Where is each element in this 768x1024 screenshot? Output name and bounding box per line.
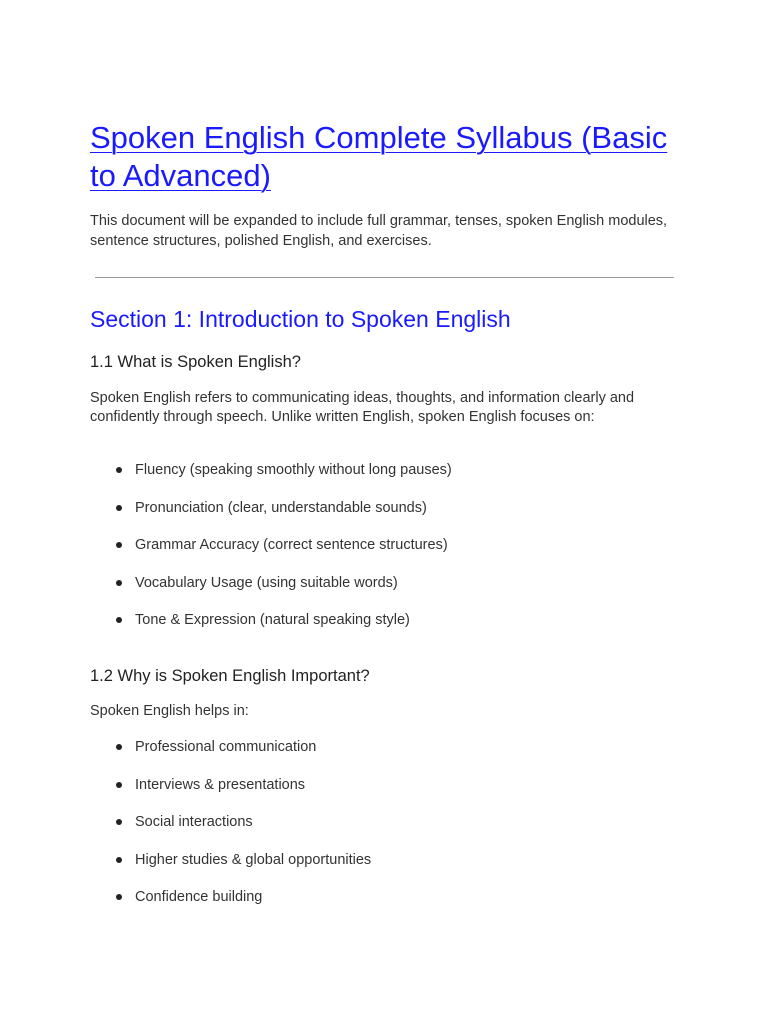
list-item <box>90 811 680 849</box>
list-item <box>90 534 680 572</box>
section-1-heading: Section 1: Introduction to Spoken English <box>90 306 511 332</box>
list-item-text: Vocabulary Usage (using suitable words) <box>135 574 398 591</box>
list-item <box>90 609 680 647</box>
bullet-icon <box>116 857 122 863</box>
list-item-text: Tone & Expression (natural speaking style) <box>135 612 410 628</box>
list-item-text: Pronunciation (clear, understandable sounds) <box>135 499 427 516</box>
list-item <box>90 774 680 812</box>
intro-paragraph: This document will be expanded to include full grammar, tenses, spoken English modules, sentence structures, polished English, and exercises. <box>90 213 668 249</box>
bullet-icon <box>116 819 122 825</box>
list-item <box>90 459 680 497</box>
bullet-icon <box>116 467 122 473</box>
list-item <box>90 886 680 924</box>
bullet-icon <box>116 505 122 511</box>
list-item <box>90 572 680 610</box>
subsection-1-1-paragraph: Spoken English refers to communicating ideas, thoughts, and information clearly and confidently through speech. Unlike written English, spoken English focuses on: <box>90 390 635 425</box>
list-item <box>90 736 680 774</box>
bullet-icon <box>116 617 122 623</box>
bullet-icon <box>116 580 122 586</box>
bullet-icon <box>116 744 122 750</box>
list-item-text: Interviews & presentations <box>135 776 306 793</box>
subsection-1-1-heading: 1.1 What is Spoken English? <box>90 353 301 371</box>
list-item <box>90 497 680 535</box>
list-item-text: Fluency (speaking smoothly without long pauses) <box>135 462 452 478</box>
subsection-1-2-bullet-list <box>90 736 680 924</box>
list-item <box>90 849 680 887</box>
document-title-link[interactable]: Spoken English Complete Syllabus (Basic to Advanced) <box>90 120 668 193</box>
subsection-1-2-heading: 1.2 Why is Spoken English Important? <box>90 667 370 685</box>
bullet-icon <box>116 542 122 548</box>
list-item-text: Confidence building <box>135 889 263 905</box>
bullet-icon <box>116 894 122 900</box>
bullet-icon <box>116 782 122 788</box>
subsection-1-2-paragraph: Spoken English helps in: <box>90 703 249 719</box>
horizontal-divider <box>95 277 674 278</box>
list-item-text: Professional communication <box>135 739 317 755</box>
list-item-text: Grammar Accuracy (correct sentence structures) <box>135 537 448 553</box>
subsection-1-1-bullet-list <box>90 459 680 647</box>
list-item-text: Higher studies & global opportunities <box>135 851 372 868</box>
list-item-text: Social interactions <box>135 814 253 830</box>
